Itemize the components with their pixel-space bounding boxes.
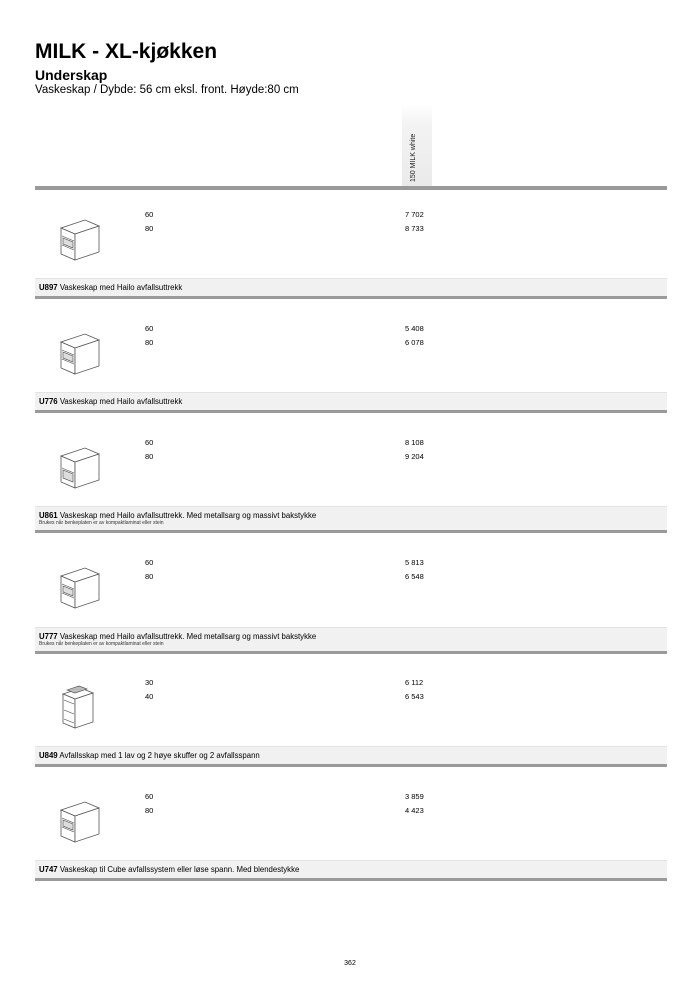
product-label-bar (35, 746, 667, 765)
product-name: Vaskeskap med Hailo avfallsuttrekk (59, 283, 183, 292)
product-label-bar (35, 860, 667, 879)
cabinet-2-drawers-icon (55, 562, 105, 612)
price-value: 3 859 (405, 792, 424, 801)
size-value: 60 (145, 438, 154, 447)
product-code: U861 (39, 511, 58, 520)
price-value: 8 108 (405, 438, 424, 447)
column-header-label: 150 MILK white (410, 133, 417, 182)
size-value: 80 (145, 337, 154, 347)
product-note: Brukes når benkeplaten er av kompaktlaminat eller stein (39, 520, 164, 526)
size-value: 40 (145, 691, 154, 701)
size-value: 80 (145, 805, 154, 815)
product-label-bar (35, 506, 667, 531)
price-list (405, 208, 424, 235)
row-rule (35, 651, 667, 654)
price-value: 9 204 (405, 451, 424, 461)
cabinet-3-drawers-icon (55, 682, 105, 732)
price-value: 6 548 (405, 571, 424, 581)
size-value: 60 (145, 324, 154, 333)
price-value: 4 423 (405, 805, 424, 815)
product-row (35, 304, 667, 416)
row-rule (35, 764, 667, 767)
product-row (35, 772, 667, 884)
size-value: 80 (145, 451, 154, 461)
product-label-bar (35, 278, 667, 297)
size-value: 60 (145, 210, 154, 219)
price-value: 6 112 (405, 678, 424, 687)
price-list (405, 436, 424, 463)
size-list (145, 208, 153, 235)
product-label-bar (35, 627, 667, 652)
row-rule (35, 296, 667, 299)
size-list (145, 436, 153, 463)
size-value: 60 (145, 792, 154, 801)
row-rule (35, 878, 667, 881)
product-name: Vaskeskap med Hailo avfallsuttrekk. Med metallsarg og massivt bakstykke (59, 511, 317, 520)
price-value: 5 408 (405, 324, 424, 333)
row-rule (35, 410, 667, 413)
product-row (35, 658, 667, 770)
page-number: 362 (344, 960, 356, 967)
product-code: U777 (39, 632, 58, 641)
product-code: U747 (39, 865, 58, 874)
size-value: 60 (145, 558, 154, 567)
size-value: 80 (145, 571, 154, 581)
product-name: Avfallsskap med 1 lav og 2 høye skuffer og 2 avfallsspann (59, 751, 260, 760)
size-value: 80 (145, 223, 154, 233)
product-label-bar (35, 392, 667, 411)
product-code: U897 (39, 283, 58, 292)
product-code: U849 (39, 751, 58, 760)
section-description: Vaskeskap / Dybde: 56 cm eksl. front. Høyde:80 cm (35, 84, 299, 96)
size-list (145, 556, 153, 583)
cabinet-2-drawers-icon (55, 328, 105, 378)
cabinet-2-drawers-icon (55, 796, 105, 846)
price-list (405, 790, 424, 817)
price-list (405, 676, 424, 703)
price-value: 8 733 (405, 223, 424, 233)
product-name: Vaskeskap med Hailo avfallsuttrekk. Med metallsarg og massivt bakstykke (59, 632, 317, 641)
page-title: MILK - XL-kjøkken (35, 40, 218, 63)
row-rule (35, 530, 667, 533)
size-value: 30 (145, 678, 154, 687)
price-value: 7 702 (405, 210, 424, 219)
size-list (145, 790, 153, 817)
product-name: Vaskeskap til Cube avfallssystem eller løse spann. Med blendestykke (59, 865, 300, 874)
size-list (145, 322, 153, 349)
product-code: U776 (39, 397, 58, 406)
section-subtitle: Underskap (35, 67, 108, 83)
size-list (145, 676, 153, 703)
product-row (35, 418, 667, 536)
price-list (405, 556, 424, 583)
price-value: 6 543 (405, 691, 424, 701)
price-value: 6 078 (405, 337, 424, 347)
price-value: 5 813 (405, 558, 424, 567)
product-note: Brukes når benkeplaten er av kompaktlaminat eller stein (39, 641, 164, 647)
product-name: Vaskeskap med Hailo avfallsuttrekk (59, 397, 183, 406)
cabinet-2-drawers-icon (55, 214, 105, 264)
column-header (402, 104, 432, 186)
price-list (405, 322, 424, 349)
product-row (35, 190, 667, 302)
cabinet-1-drawer-icon (55, 442, 105, 492)
product-row (35, 538, 667, 656)
